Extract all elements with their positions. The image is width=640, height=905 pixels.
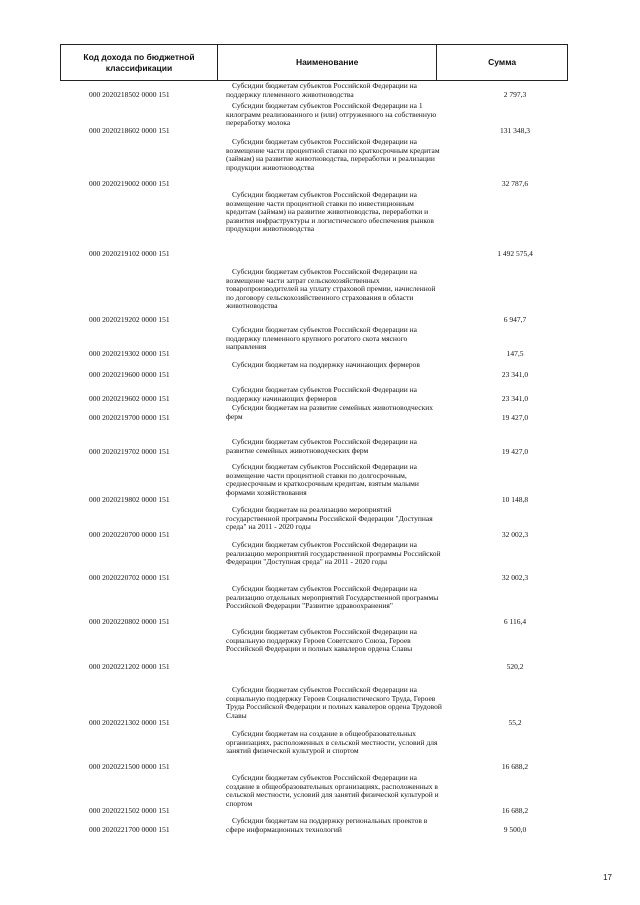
row-sum: 6 947,7 <box>503 315 527 324</box>
row-code: 000 2020219602 0000 151 <box>89 394 170 403</box>
row-name: Субсидии бюджетам субъектов Российской Федерации на возмещение части затрат сельскохозяйственных товаропроизводителей на уплату страховой премии, начисленной по договору сельскохозяйственного страхования в области животноводства <box>226 267 436 311</box>
row-code: 000 2020221202 0000 151 <box>89 662 170 671</box>
row-sum: 131 348,3 <box>500 126 530 135</box>
row-code: 000 2020219102 0000 151 <box>89 249 170 258</box>
row-code: 000 2020219702 0000 151 <box>89 447 170 456</box>
row-name: Субсидии бюджетам субъектов Российской Федерации на 1 килограмм реализованного и (или) отгруженного на собственную переработку молока <box>226 101 437 128</box>
row-sum: 520,2 <box>506 662 524 671</box>
row-name: Субсидии бюджетам на развитие семейных животноводческих ферм <box>226 403 433 421</box>
row-code: 000 2020219802 0000 151 <box>89 495 170 504</box>
row-sum: 32 002,3 <box>501 530 529 539</box>
row-name: Субсидии бюджетам на реализацию мероприятий государственной программы Российской Федерации "Доступная среда" на 2011 - 2020 годы <box>226 505 433 532</box>
row-sum: 6 116,4 <box>503 617 527 626</box>
row-sum: 9 500,0 <box>503 825 527 834</box>
row-code: 000 2020220702 0000 151 <box>89 573 170 582</box>
header-name-column: Наименование <box>217 45 436 81</box>
row-code: 000 2020219302 0000 151 <box>89 349 170 358</box>
header-sum-column: Сумма <box>437 45 568 81</box>
page-number: 17 <box>603 873 612 882</box>
row-code: 000 2020219002 0000 151 <box>89 179 170 188</box>
row-code: 000 2020221302 0000 151 <box>89 718 170 727</box>
row-name: Субсидии бюджетам субъектов Российской Федерации на социальную поддержку Героев Социалистического Труда, Героев Труда Российской Федерации и полных кавалеров ордена Трудовой Славы <box>226 685 442 720</box>
row-name: Субсидии бюджетам на создание в общеобразовательных организациях, расположенных в сельской местности, условий для занятий физической культурой и спортом <box>226 729 438 756</box>
row-code: 000 2020219202 0000 151 <box>89 315 170 324</box>
row-sum: 16 688,2 <box>501 762 529 771</box>
row-name: Субсидии бюджетам субъектов Российской Федерации на поддержку племенного животноводства <box>226 81 418 99</box>
row-name: Субсидии бюджетам субъектов Российской Федерации на возмещение части процентной ставки по инвестиционным кредитам (займам) на развитие животноводства, переработки и развития инфраструктуры и логистического обеспечения рынков продукции животноводства <box>226 190 434 234</box>
row-code: 000 2020218502 0000 151 <box>89 90 170 99</box>
row-name: Субсидии бюджетам субъектов Российской Федерации на возмещение части процентной ставки по краткосрочным кредитам (займам) на развитие животноводства, переработки и реализации продукции животноводства <box>226 137 440 172</box>
row-name: Субсидии бюджетам на поддержку начинающих фермеров <box>232 360 420 369</box>
row-code: 000 2020220802 0000 151 <box>89 617 170 626</box>
row-code: 000 2020218602 0000 151 <box>89 126 170 135</box>
row-code: 000 2020219600 0000 151 <box>89 370 170 379</box>
row-sum: 2 797,3 <box>503 90 527 99</box>
row-sum: 55,2 <box>508 718 522 727</box>
row-name: Субсидии бюджетам субъектов Российской Федерации на поддержку начинающих фермеров <box>226 385 418 403</box>
row-sum: 147,5 <box>506 349 524 358</box>
header-code-column: Код дохода по бюджетной классификации <box>61 45 218 81</box>
row-name: Субсидии бюджетам субъектов Российской Федерации на поддержку племенного крупного рогатого скота мясного направления <box>226 325 418 352</box>
row-sum: 32 787,6 <box>501 179 529 188</box>
row-code: 000 2020221500 0000 151 <box>89 762 170 771</box>
row-name: Субсидии бюджетам субъектов Российской Федерации на развитие семейных животноводческих ферм <box>226 437 418 455</box>
row-code: 000 2020221700 0000 151 <box>89 825 170 834</box>
row-code: 000 2020219700 0000 151 <box>89 413 170 422</box>
row-sum: 32 002,3 <box>501 573 529 582</box>
row-name: Субсидии бюджетам субъектов Российской Федерации на создание в общеобразовательных организациях, расположенных в сельской местности, условий для занятий физической культурой и спортом <box>226 773 439 808</box>
row-sum: 1 492 575,4 <box>497 249 533 258</box>
row-sum: 19 427,0 <box>501 413 529 422</box>
row-name: Субсидии бюджетам субъектов Российской Федерации на социальную поддержку Героев Советского Союза, Героев Российской Федерации и полных кавалеров ордена Славы <box>226 627 418 654</box>
row-sum: 23 341,0 <box>501 394 529 403</box>
row-sum: 23 341,0 <box>501 370 529 379</box>
row-code: 000 2020220700 0000 151 <box>89 530 170 539</box>
row-sum: 16 688,2 <box>501 806 529 815</box>
row-sum: 10 148,8 <box>501 495 529 504</box>
row-name: Субсидии бюджетам субъектов Российской Федерации на реализацию отдельных мероприятий Государственной программы Российской Федерации "Развитие здравоохранения" <box>226 584 439 611</box>
row-name: Субсидии бюджетам на поддержку региональных проектов в сфере информационных технологий <box>226 816 428 834</box>
row-code: 000 2020221502 0000 151 <box>89 806 170 815</box>
row-name: Субсидии бюджетам субъектов Российской Федерации на реализацию мероприятий государственной программы Российской Федерации "Доступная среда" на 2011 - 2020 годы <box>226 540 441 567</box>
row-name: Субсидии бюджетам субъектов Российской Федерации на возмещение части процентной ставки по долгосрочным, среднесрочным и краткосрочным кредитам, взятым малыми формами хозяйствования <box>226 462 419 497</box>
table-header <box>60 44 568 81</box>
row-sum: 19 427,0 <box>501 447 529 456</box>
